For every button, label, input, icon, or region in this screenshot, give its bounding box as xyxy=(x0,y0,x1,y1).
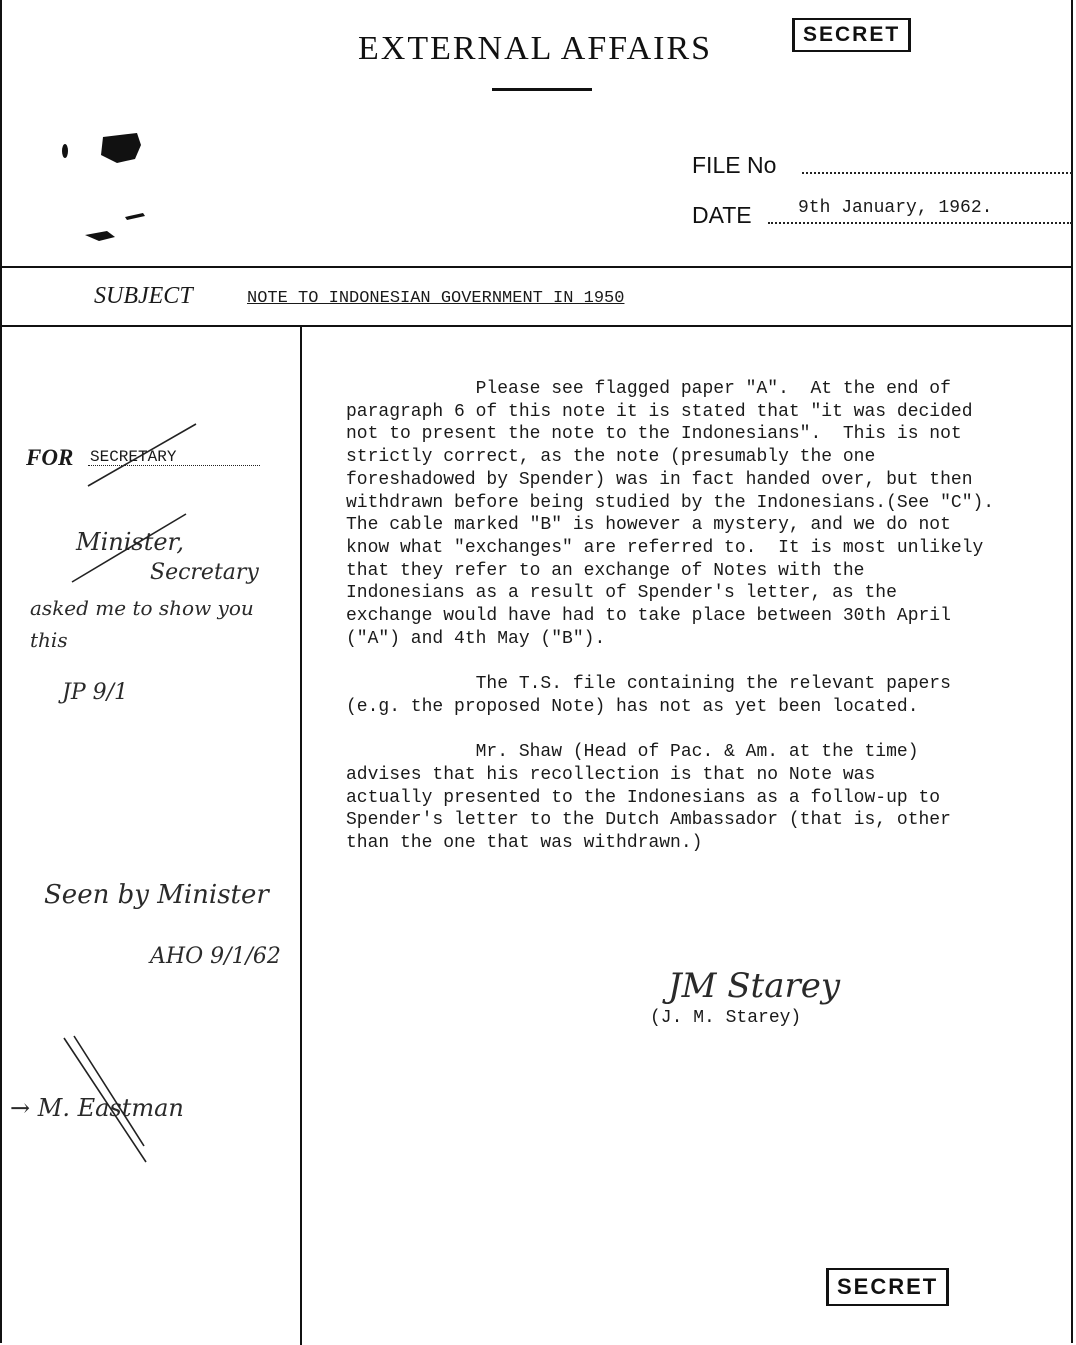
handwritten-initials: JP 9/1 xyxy=(62,680,129,705)
tick-mark-icon xyxy=(62,1036,152,1166)
subject-text: NOTE TO INDONESIAN GOVERNMENT IN 1950 xyxy=(247,289,625,308)
body-paragraph-1: Please see flagged paper "A". At the end of paragraph 6 of this note it is stated that "it was decided not to present the note to the Indonesians". This is not strictly correct, as the note (presumably the one foreshadowed by Spender) was in fact handed over, but then withdrawn before being studied by the Indonesians.(See "C"). The cable marked "B" is however a mystery, and we do not know what "exchanges" are referred to. It is most unlikely that they refer to an exchange of Notes with the Indonesians as a result of Spender's letter, as the exchange would have had to take place between 30th April ("A") and 4th May ("B"). xyxy=(346,379,995,649)
document-title: EXTERNAL AFFAIRS xyxy=(358,30,713,67)
handwritten-note-line2: Secretary xyxy=(150,560,259,585)
seen-by-note: Seen by Minister xyxy=(44,880,269,910)
for-value: SECRETARY xyxy=(90,448,177,466)
seen-initials: AHO 9/1/62 xyxy=(150,944,281,969)
signature-name: (J. M. Starey) xyxy=(650,1008,802,1028)
classification-stamp-bottom: SECRET xyxy=(826,1268,949,1306)
title-underline xyxy=(492,88,592,91)
handwritten-note-line1: Minister, xyxy=(76,528,185,556)
ink-blot-marks xyxy=(55,125,155,255)
date-label: DATE xyxy=(692,202,752,228)
memo-body xyxy=(346,378,1046,877)
for-label: FOR xyxy=(26,445,74,470)
file-no-label: FILE No xyxy=(692,152,777,178)
subject-divider xyxy=(0,325,1073,327)
classification-stamp-top: SECRET xyxy=(792,18,911,52)
forward-to-note: → M. Eastman xyxy=(10,1094,184,1122)
handwritten-note-line3: asked me to show you xyxy=(30,596,254,620)
body-paragraph-3: Mr. Shaw (Head of Pac. & Am. at the time) advises that his recollection is that no Note was actually presented to the Indonesians as a follow-up to Spender's letter to the Dutch Ambassador (that is, other than the one that was withdrawn.) xyxy=(346,742,951,854)
handwritten-note-line4: this xyxy=(30,628,68,652)
date-field-line xyxy=(768,222,1072,224)
strike-line-icon xyxy=(86,420,201,490)
date-value: 9th January, 1962. xyxy=(798,198,993,218)
file-no-field xyxy=(802,172,1072,174)
body-paragraph-2: The T.S. file containing the relevant papers (e.g. the proposed Note) has not as yet been located. xyxy=(346,674,951,717)
subject-label: SUBJECT xyxy=(94,283,193,309)
header-divider xyxy=(0,266,1073,268)
margin-divider xyxy=(300,326,302,1345)
handwritten-signature: JM Starey xyxy=(668,966,841,1006)
